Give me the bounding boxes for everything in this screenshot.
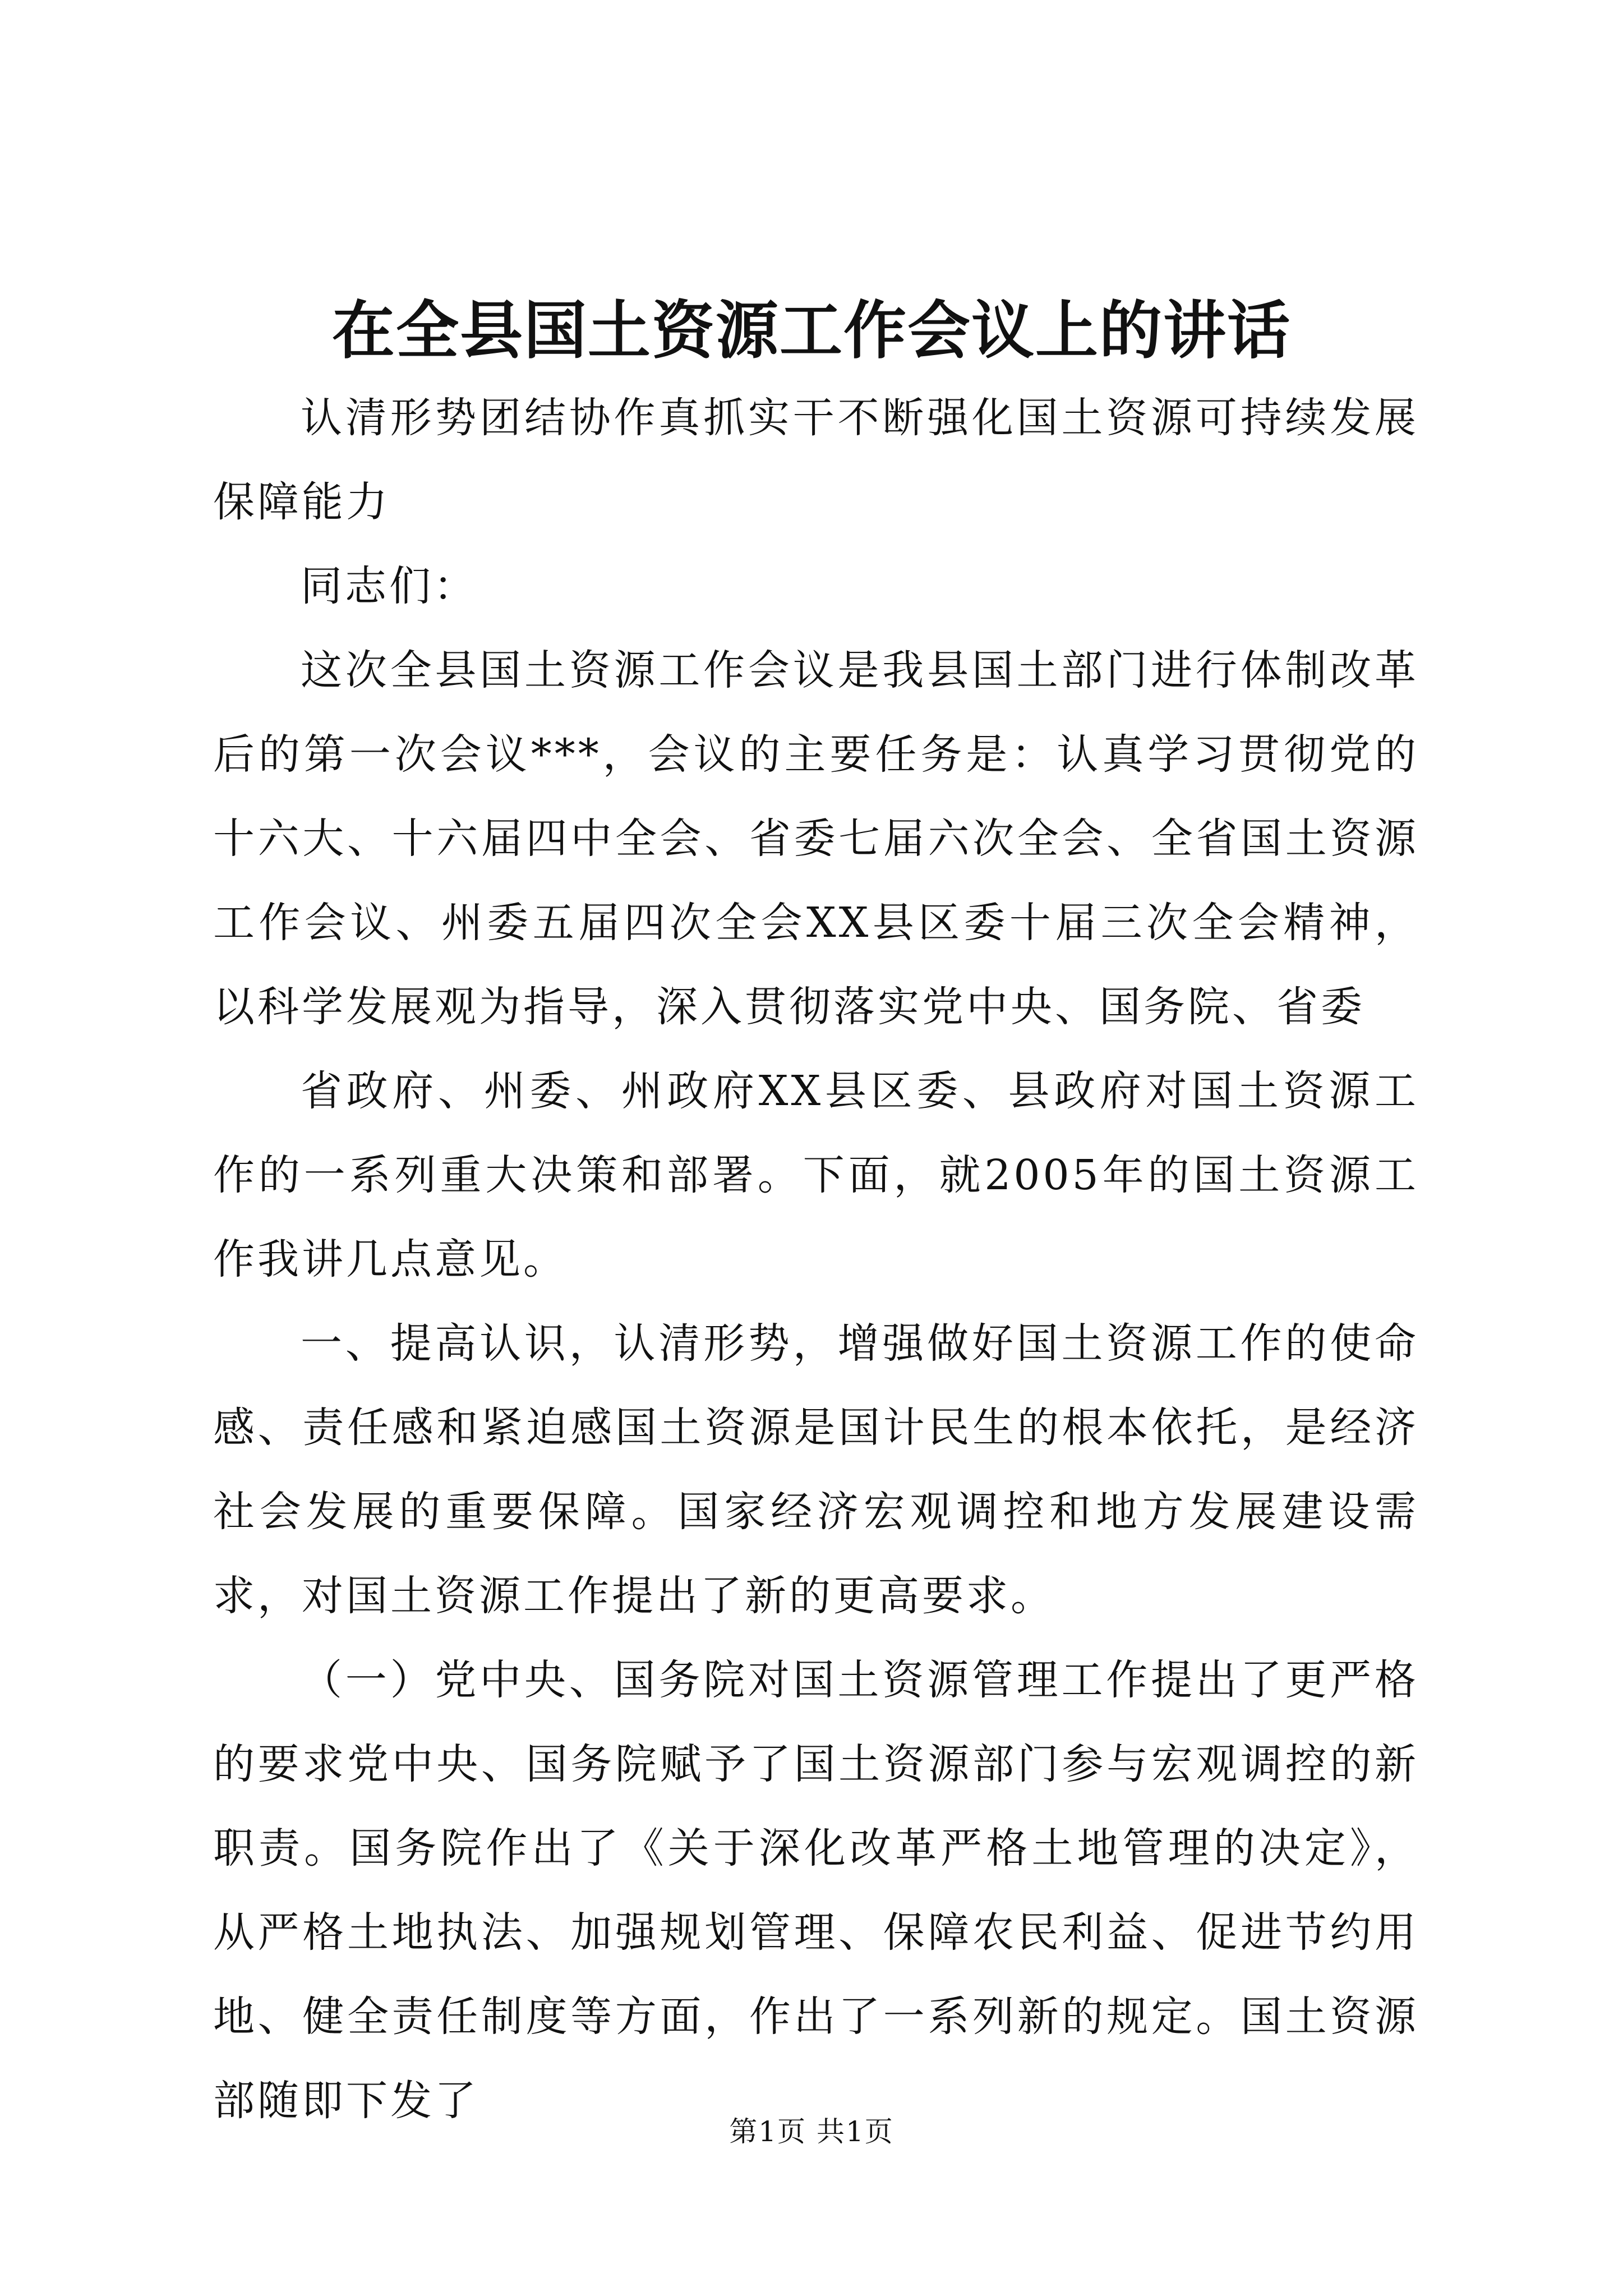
salutation-paragraph: 同志们：: [301, 562, 478, 610]
body-paragraph-1: 这次全县国土资源工作会议是我县国土部门进行体制改革后的第一次会议***，会议的主要任务是：认真学习贯彻党的十六大、十六届四中全会、省委七届六次全会、全省国土资源工作会议、州委五届四次全会XX县区委十届三次全会精神，以科学发展观为指导，深入贯彻落实党中央、国务院、省委: [213, 646, 1419, 1031]
section-one-paragraph: 一、提高认识，认清形势，增强做好国土资源工作的使命感、责任感和紧迫感国土资源是国计民生的根本依托，是经济社会发展的重要保障。国家经济宏观调控和地方发展建设需求，对国土资源工作提出了新的更高要求。: [213, 1319, 1419, 1620]
document-title: 在全县国土资源工作会议上的讲话: [332, 294, 1291, 367]
subtitle-paragraph: 认清形势团结协作真抓实干不断强化国土资源可持续发展保障能力: [213, 394, 1419, 526]
body-paragraph-2: 省政府、州委、州政府XX县区委、县政府对国土资源工作的一系列重大决策和部署。下面，就2005年的国土资源工作我讲几点意见。: [213, 1067, 1419, 1283]
document-body: [213, 376, 1419, 2143]
subsection-one-paragraph: （一）党中央、国务院对国土资源管理工作提出了更严格的要求党中央、国务院赋予了国土资源部门参与宏观调控的新职责。国务院作出了《关于深化改革严格土地管理的决定》，从严格土地执法、加强规划管理、保障农民利益、促进节约用地、健全责任制度等方面，作出了一系列新的规定。国土资源部随即下发了: [213, 1656, 1419, 2125]
page-footer: 第1页 共1页: [729, 2115, 894, 2148]
